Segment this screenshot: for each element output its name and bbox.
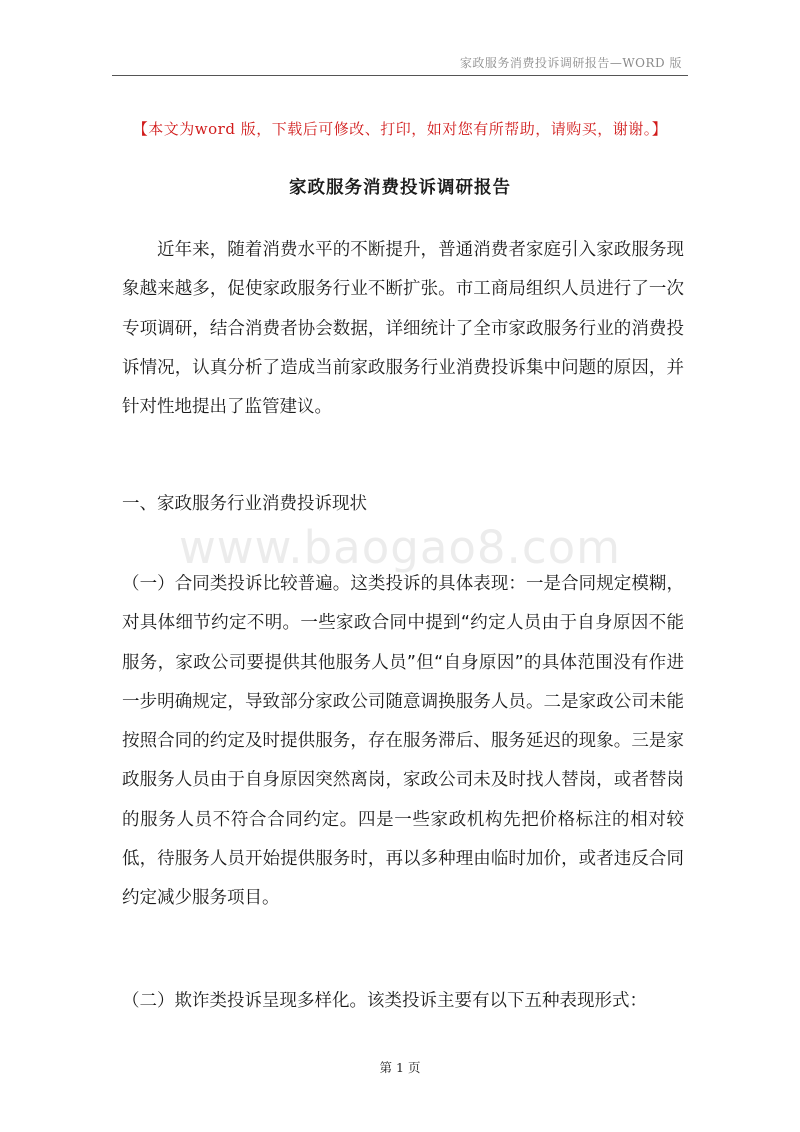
- body-paragraph-2: （二）欺诈类投诉呈现多样化。该类投诉主要有以下五种表现形式：: [122, 991, 647, 1011]
- header-divider: [112, 75, 688, 76]
- running-header: 家政服务消费投诉调研报告—WORD 版: [459, 56, 682, 70]
- intro-paragraph: 近年来，随着消费水平的不断提升，普通消费者家庭引入家政服务现象越来越多，促使家政服务行业不断扩张。市工商局组织人员进行了一次专项调研，结合消费者协会数据，详细统计了全市家政服务行业的消费投诉情况，认真分析了造成当前家政服务行业消费投诉集中问题的原因，并针对性地提出了监管建议。: [122, 240, 684, 418]
- body-paragraph-1: （一）合同类投诉比较普遍。这类投诉的具体表现：一是合同规定模糊，对具体细节约定不明。一些家政合同中提到“约定人员由于自身原因不能服务，家政公司要提供其他服务人员”但“自身原因”的具体范围没有作进一步明确规定，导致部分家政公司随意调换服务人员。二是家政公司未能按照合同的约定及时提供服务，存在服务滞后、服务延迟的现象。三是家政服务人员由于自身原因突然离岗，家政公司未及时找人替岗，或者替岗的服务人员不符合合同约定。四是一些家政机构先把价格标注的相对较低，待服务人员开始提供服务时，再以多种理由临时加价，或者违反合同约定减少服务项目。: [122, 574, 684, 909]
- document-title: 家政服务消费投诉调研报告: [289, 178, 511, 198]
- download-notice: 【本文为word 版，下载后可修改、打印，如对您有所帮助，请购买，谢谢。】: [132, 120, 668, 138]
- watermark: www.baogao8.com: [179, 521, 621, 574]
- page-number: 第 1 页: [379, 1060, 421, 1075]
- section-heading: 一、家政服务行业消费投诉现状: [122, 494, 367, 514]
